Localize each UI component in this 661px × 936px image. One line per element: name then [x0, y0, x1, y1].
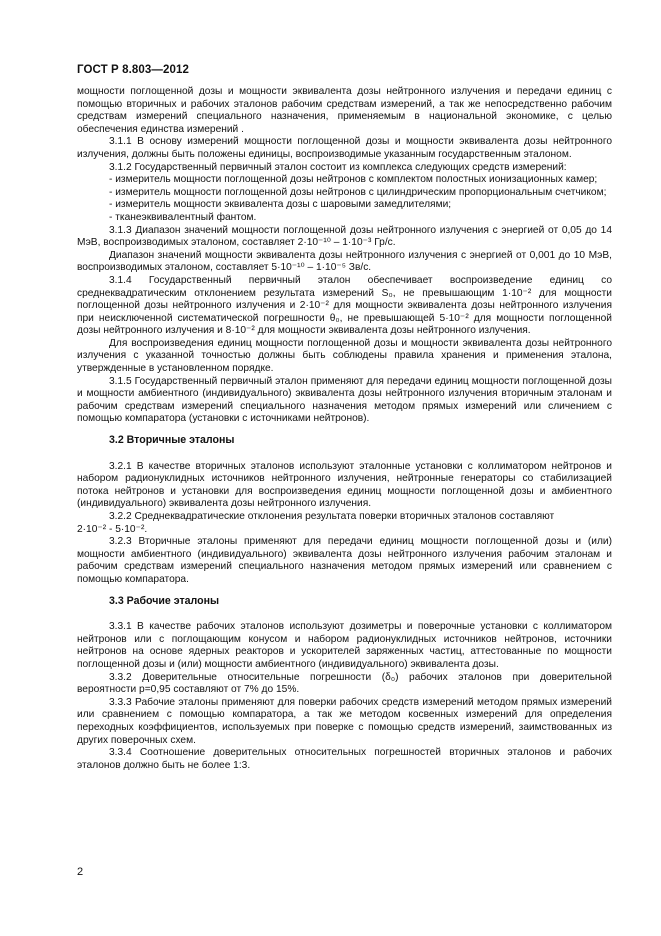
section-heading-3-2: 3.2 Вторичные эталоны: [109, 434, 235, 447]
paragraph-3-1-1: 3.1.1 В основу измерений мощности поглощенной дозы и мощности эквивалента дозы нейтронного излучения, должны быть положены единицы, воспроизводимые указанным государственным эталоном.: [77, 136, 612, 160]
paragraph-3-2-2-range: 2·10⁻² - 5·10⁻².: [77, 523, 148, 535]
paragraph-3-2-1: 3.2.1 В качестве вторичных эталонов используют эталонные установки с коллиматором нейтронов и набором радионуклидных источников нейтронного излучения, нейтронные генераторы со стабилизацией потока нейтронов и установки для воспроизведения единиц мощности поглощенной дозы и амбиентного (индивидуального) эквивалента дозы нейтронного излучения.: [77, 460, 612, 510]
paragraph-3-3-4: 3.3.4 Соотношение доверительных относительных погрешностей вторичных эталонов и рабочих эталонов должно быть не более 1:3.: [77, 747, 612, 771]
paragraph-3-2-2: 3.2.2 Среднеквадратические отклонения результата поверки вторичных эталонов составляют: [109, 511, 555, 522]
document-body: [77, 86, 612, 772]
paragraph-intro: мощности поглощенной дозы и мощности эквивалента дозы нейтронного излучения и передачи единиц с помощью вторичных и рабочих эталонов рабочим средствам измерений, а так же непосредственно рабочим средствам измерений специального назначения, применяемым в национальной экономике, с целью обеспечения единства измерений .: [77, 86, 612, 135]
paragraph-3-2-3: 3.2.3 Вторичные эталоны применяют для передачи единиц мощности поглощенной дозы и (или) мощности амбиентного (индивидуального) эквивалента дозы нейтронного излучения рабочим эталонам и рабочим средствам измерений специального назначения методом прямых измерений или сравнением с помощью компаратора.: [77, 536, 612, 585]
list-item: - измеритель мощности поглощенной дозы нейтронов с цилиндрическим пропорциональным счетчиком;: [109, 186, 607, 198]
paragraph-3-1-4: 3.1.4 Государственный первичный эталон обеспечивает воспроизведение единиц со среднеквадратическим отклонением результата измерений S₀, не превышающим 1·10⁻² для мощности поглощенной дозы нейтронного излучения и 2·10⁻² для мощности эквивалента дозы нейтронного излучения при неисключенной систематической погрешности θ₀, не превышающей 5·10⁻² для мощности поглощенной дозы нейтронного излучения и 8·10⁻² для мощности эквивалента дозы нейтронного излучения.: [77, 274, 612, 337]
paragraph-storage-rules: Для воспроизведения единиц мощности поглощенной дозы и мощности эквивалента дозы нейтронного излучения с указанной точностью должны быть соблюдены правила хранения и применения эталона, утвержденные в установленном порядке.: [77, 337, 612, 375]
paragraph-3-1-5: 3.1.5 Государственный первичный эталон применяют для передачи единиц мощности поглощенной дозы и мощности амбиентного (индивидуального) эквивалента дозы нейтронного излучения вторичным эталонам и рабочим средствам измерений специального назначения методом прямых измерений или сличением с помощью компаратора (установки с источниками нейтронов).: [77, 375, 612, 425]
page-number: 2: [77, 866, 84, 878]
list-item: - тканеэквивалентный фантом.: [109, 211, 257, 223]
list-item: - измеритель мощности поглощенной дозы нейтронов с комплектом полостных ионизационных камер;: [109, 174, 598, 186]
list-item: - измеритель мощности эквивалента дозы с шаровыми замедлителями;: [109, 199, 452, 211]
paragraph-3-1-2: 3.1.2 Государственный первичный эталон состоит из комплекса следующих средств измерений:: [109, 161, 567, 173]
paragraph-3-3-2: 3.3.2 Доверительные относительные погрешности (δ₀) рабочих эталонов при доверительной вероятности p=0,95 составляют от 7% до 15%.: [77, 671, 612, 696]
paragraph-3-3-1: 3.3.1 В качестве рабочих эталонов используют дозиметры и поверочные установки с коллиматором нейтронов или с поглощающим конусом и набором радионуклидных источников нейтронов, источники нейтронов на основе ядерных реакторов и ускорителей заряженных частиц, аттестованные по мощности поглощенной дозы и (или) мощности амбиентного (индивидуального) эквивалента дозы.: [77, 621, 612, 670]
document-code: ГОСТ Р 8.803—2012: [77, 64, 189, 76]
section-heading-3-3: 3.3 Рабочие эталоны: [109, 594, 220, 607]
paragraph-range-equivalent: Диапазон значений мощности эквивалента дозы нейтронного излучения с энергией от 0,001 до 10 МэВ, воспроизводимых эталоном, составляет 5·10⁻¹⁰ – 1·10⁻⁵ Зв/с.: [77, 249, 612, 274]
paragraph-3-3-3: 3.3.3 Рабочие эталоны применяют для поверки рабочих средств измерений методом прямых измерений или сравнением с помощью компаратора, а так же методом косвенных измерений для определения переходных коэффициентов, используемых при поверке с помощью средств измерений, заимствованных из других поверочных схем.: [77, 696, 612, 746]
paragraph-3-1-3: 3.1.3 Диапазон значений мощности поглощенной дозы нейтронного излучения с энергией от 0,05 до 14 МэВ, воспроизводимых эталоном, составляет 2·10⁻¹⁰ – 1·10⁻³ Гр/с.: [77, 224, 612, 249]
